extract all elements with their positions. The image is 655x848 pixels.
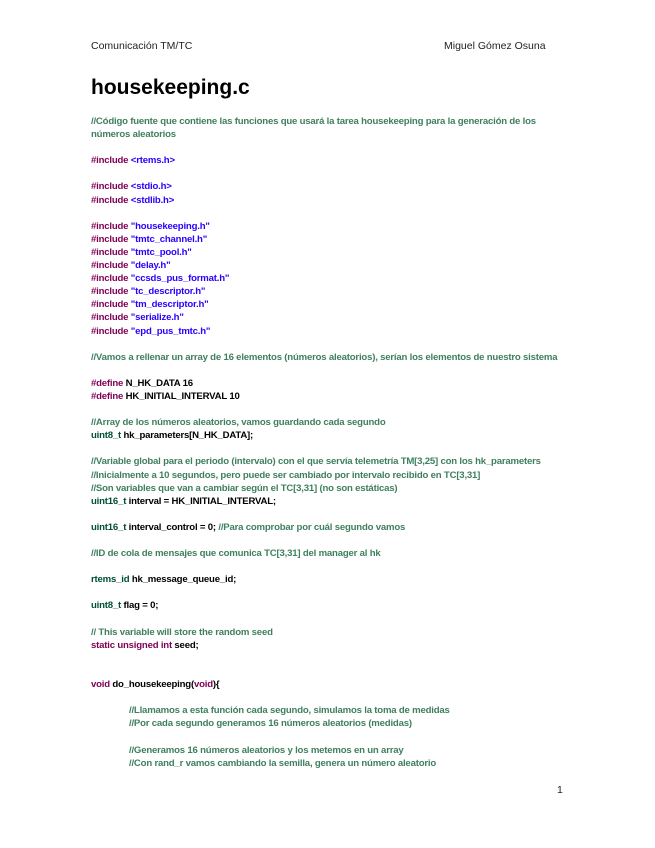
page-title: housekeeping.c <box>91 76 250 99</box>
code-comment: //Variable global para el periodo (intervalo) con el que servía telemetría TM[3,25] con los hk_parameters <box>91 456 541 468</box>
code-line <box>91 180 571 193</box>
code-line <box>91 730 571 743</box>
code-keyword: #include <box>91 155 131 167</box>
code-keyword: #include <box>91 233 131 245</box>
code-text: do_housekeeping( <box>112 679 194 691</box>
code-line <box>91 351 571 364</box>
code-text: seed; <box>174 639 199 651</box>
code-line <box>91 128 571 141</box>
code-line <box>91 390 571 403</box>
code-keyword: static unsigned int <box>91 639 175 651</box>
code-comment: // This variable will store the random seed <box>91 626 273 638</box>
code-line <box>91 154 571 167</box>
code-line <box>91 115 571 128</box>
code-line <box>91 534 571 547</box>
code-comment: //Vamos a rellenar un array de 16 elementos (números aleatorios), serían los elementos de nuestro sistema <box>91 351 558 363</box>
code-string: "tmtc_pool.h" <box>130 246 192 258</box>
code-string: "delay.h" <box>130 260 171 272</box>
code-type: uint8_t <box>91 600 124 612</box>
code-string: "tc_descriptor.h" <box>130 286 206 298</box>
code-comment: //Llamamos a esta función cada segundo, simulamos la toma de medidas <box>129 705 450 717</box>
code-line <box>91 364 571 377</box>
code-line <box>91 285 571 298</box>
code-keyword: #include <box>91 181 131 193</box>
code-line <box>91 691 571 704</box>
code-line <box>91 377 571 390</box>
code-type: uint16_t <box>91 521 129 533</box>
code-string: <rtems.h> <box>130 155 175 167</box>
code-keyword: #include <box>91 260 131 272</box>
code-comment: //Código fuente que contiene las funciones que usará la tarea housekeeping para la generación de los <box>91 116 536 127</box>
code-keyword: #include <box>91 273 131 285</box>
code-line <box>91 757 571 770</box>
code-line <box>91 429 571 442</box>
code-type: uint16_t <box>91 495 129 507</box>
page-number: 1 <box>557 784 563 796</box>
code-line <box>91 704 571 717</box>
code-string: "housekeeping.h" <box>130 220 210 232</box>
code-line <box>91 403 571 416</box>
code-line <box>91 207 571 220</box>
code-keyword: #include <box>91 312 131 324</box>
code-line <box>91 141 571 154</box>
code-line <box>91 455 571 468</box>
code-line <box>91 416 571 429</box>
code-line <box>91 639 571 652</box>
code-keyword: #include <box>91 286 131 298</box>
code-comment: //Son variables que van a cambiar según el TC[3,31] (no son estáticas) <box>91 482 398 494</box>
code-line <box>91 547 571 560</box>
code-line <box>91 560 571 573</box>
header-right: Miguel Gómez Osuna <box>444 40 546 52</box>
code-line <box>91 259 571 272</box>
code-line <box>91 272 571 285</box>
code-keyword: #include <box>91 194 131 206</box>
code-text: ){ <box>212 679 220 691</box>
code-comment: //Con rand_r vamos cambiando la semilla, genera un número aleatorio <box>129 757 437 769</box>
code-line <box>91 586 571 599</box>
code-string: <stdlib.h> <box>130 194 175 206</box>
code-keyword: #include <box>91 246 131 258</box>
code-text: N_HK_DATA 16 <box>125 377 193 389</box>
code-line <box>91 311 571 324</box>
code-keyword: void <box>91 679 113 691</box>
code-listing <box>91 115 571 770</box>
code-text: hk_message_queue_id; <box>131 574 237 586</box>
code-comment: //ID de cola de mensajes que comunica TC[3,31] del manager al hk <box>91 548 381 560</box>
code-string: "serialize.h" <box>130 312 184 324</box>
code-line <box>91 678 571 691</box>
code-line <box>91 652 571 665</box>
code-type: uint8_t <box>91 430 124 442</box>
code-line <box>91 495 571 508</box>
code-line <box>91 469 571 482</box>
code-line <box>91 246 571 259</box>
code-line <box>91 325 571 338</box>
code-line <box>91 442 571 455</box>
code-type: rtems_id <box>91 574 132 586</box>
code-text: HK_INITIAL_INTERVAL 10 <box>125 390 240 402</box>
code-string: "tm_descriptor.h" <box>130 299 209 311</box>
code-string: <stdio.h> <box>130 181 172 193</box>
code-line <box>91 744 571 757</box>
code-keyword: #include <box>91 325 131 337</box>
code-line <box>91 298 571 311</box>
code-string: "tmtc_channel.h" <box>130 233 208 245</box>
code-comment: //Array de los números aleatorios, vamos guardando cada segundo <box>91 417 386 429</box>
code-line <box>91 717 571 730</box>
code-line <box>91 613 571 626</box>
code-line <box>91 521 571 534</box>
header-left: Comunicación TM/TC <box>91 40 193 52</box>
code-line <box>91 665 571 678</box>
code-string: "ccsds_pus_format.h" <box>130 273 230 285</box>
code-line <box>91 482 571 495</box>
code-comment: //Para comprobar por cuál segundo vamos <box>218 521 406 533</box>
code-line <box>91 508 571 521</box>
code-keyword: #include <box>91 299 131 311</box>
code-text: flag = 0; <box>123 600 159 612</box>
code-comment: //Generamos 16 números aleatorios y los metemos en un array <box>129 744 404 756</box>
code-line <box>91 233 571 246</box>
code-text: hk_parameters[N_HK_DATA]; <box>123 430 254 442</box>
code-comment: //Por cada segundo generamos 16 números aleatorios (medidas) <box>129 718 412 730</box>
code-line <box>91 599 571 612</box>
code-comment: números aleatorios <box>91 129 176 141</box>
code-string: "epd_pus_tmtc.h" <box>130 325 211 337</box>
code-keyword: #define <box>91 377 126 389</box>
code-line <box>91 220 571 233</box>
code-line <box>91 338 571 351</box>
code-line <box>91 626 571 639</box>
code-text: interval_control = 0; <box>128 521 219 533</box>
code-line <box>91 194 571 207</box>
code-keyword: #define <box>91 390 126 402</box>
code-line <box>91 167 571 180</box>
code-keyword: void <box>193 679 213 691</box>
code-text: interval = HK_INITIAL_INTERVAL; <box>128 495 276 507</box>
code-keyword: #include <box>91 220 131 232</box>
code-line <box>91 573 571 586</box>
code-comment: //Inicialmente a 10 segundos, pero puede ser cambiado por intervalo recibido en TC[3,31] <box>91 469 481 481</box>
